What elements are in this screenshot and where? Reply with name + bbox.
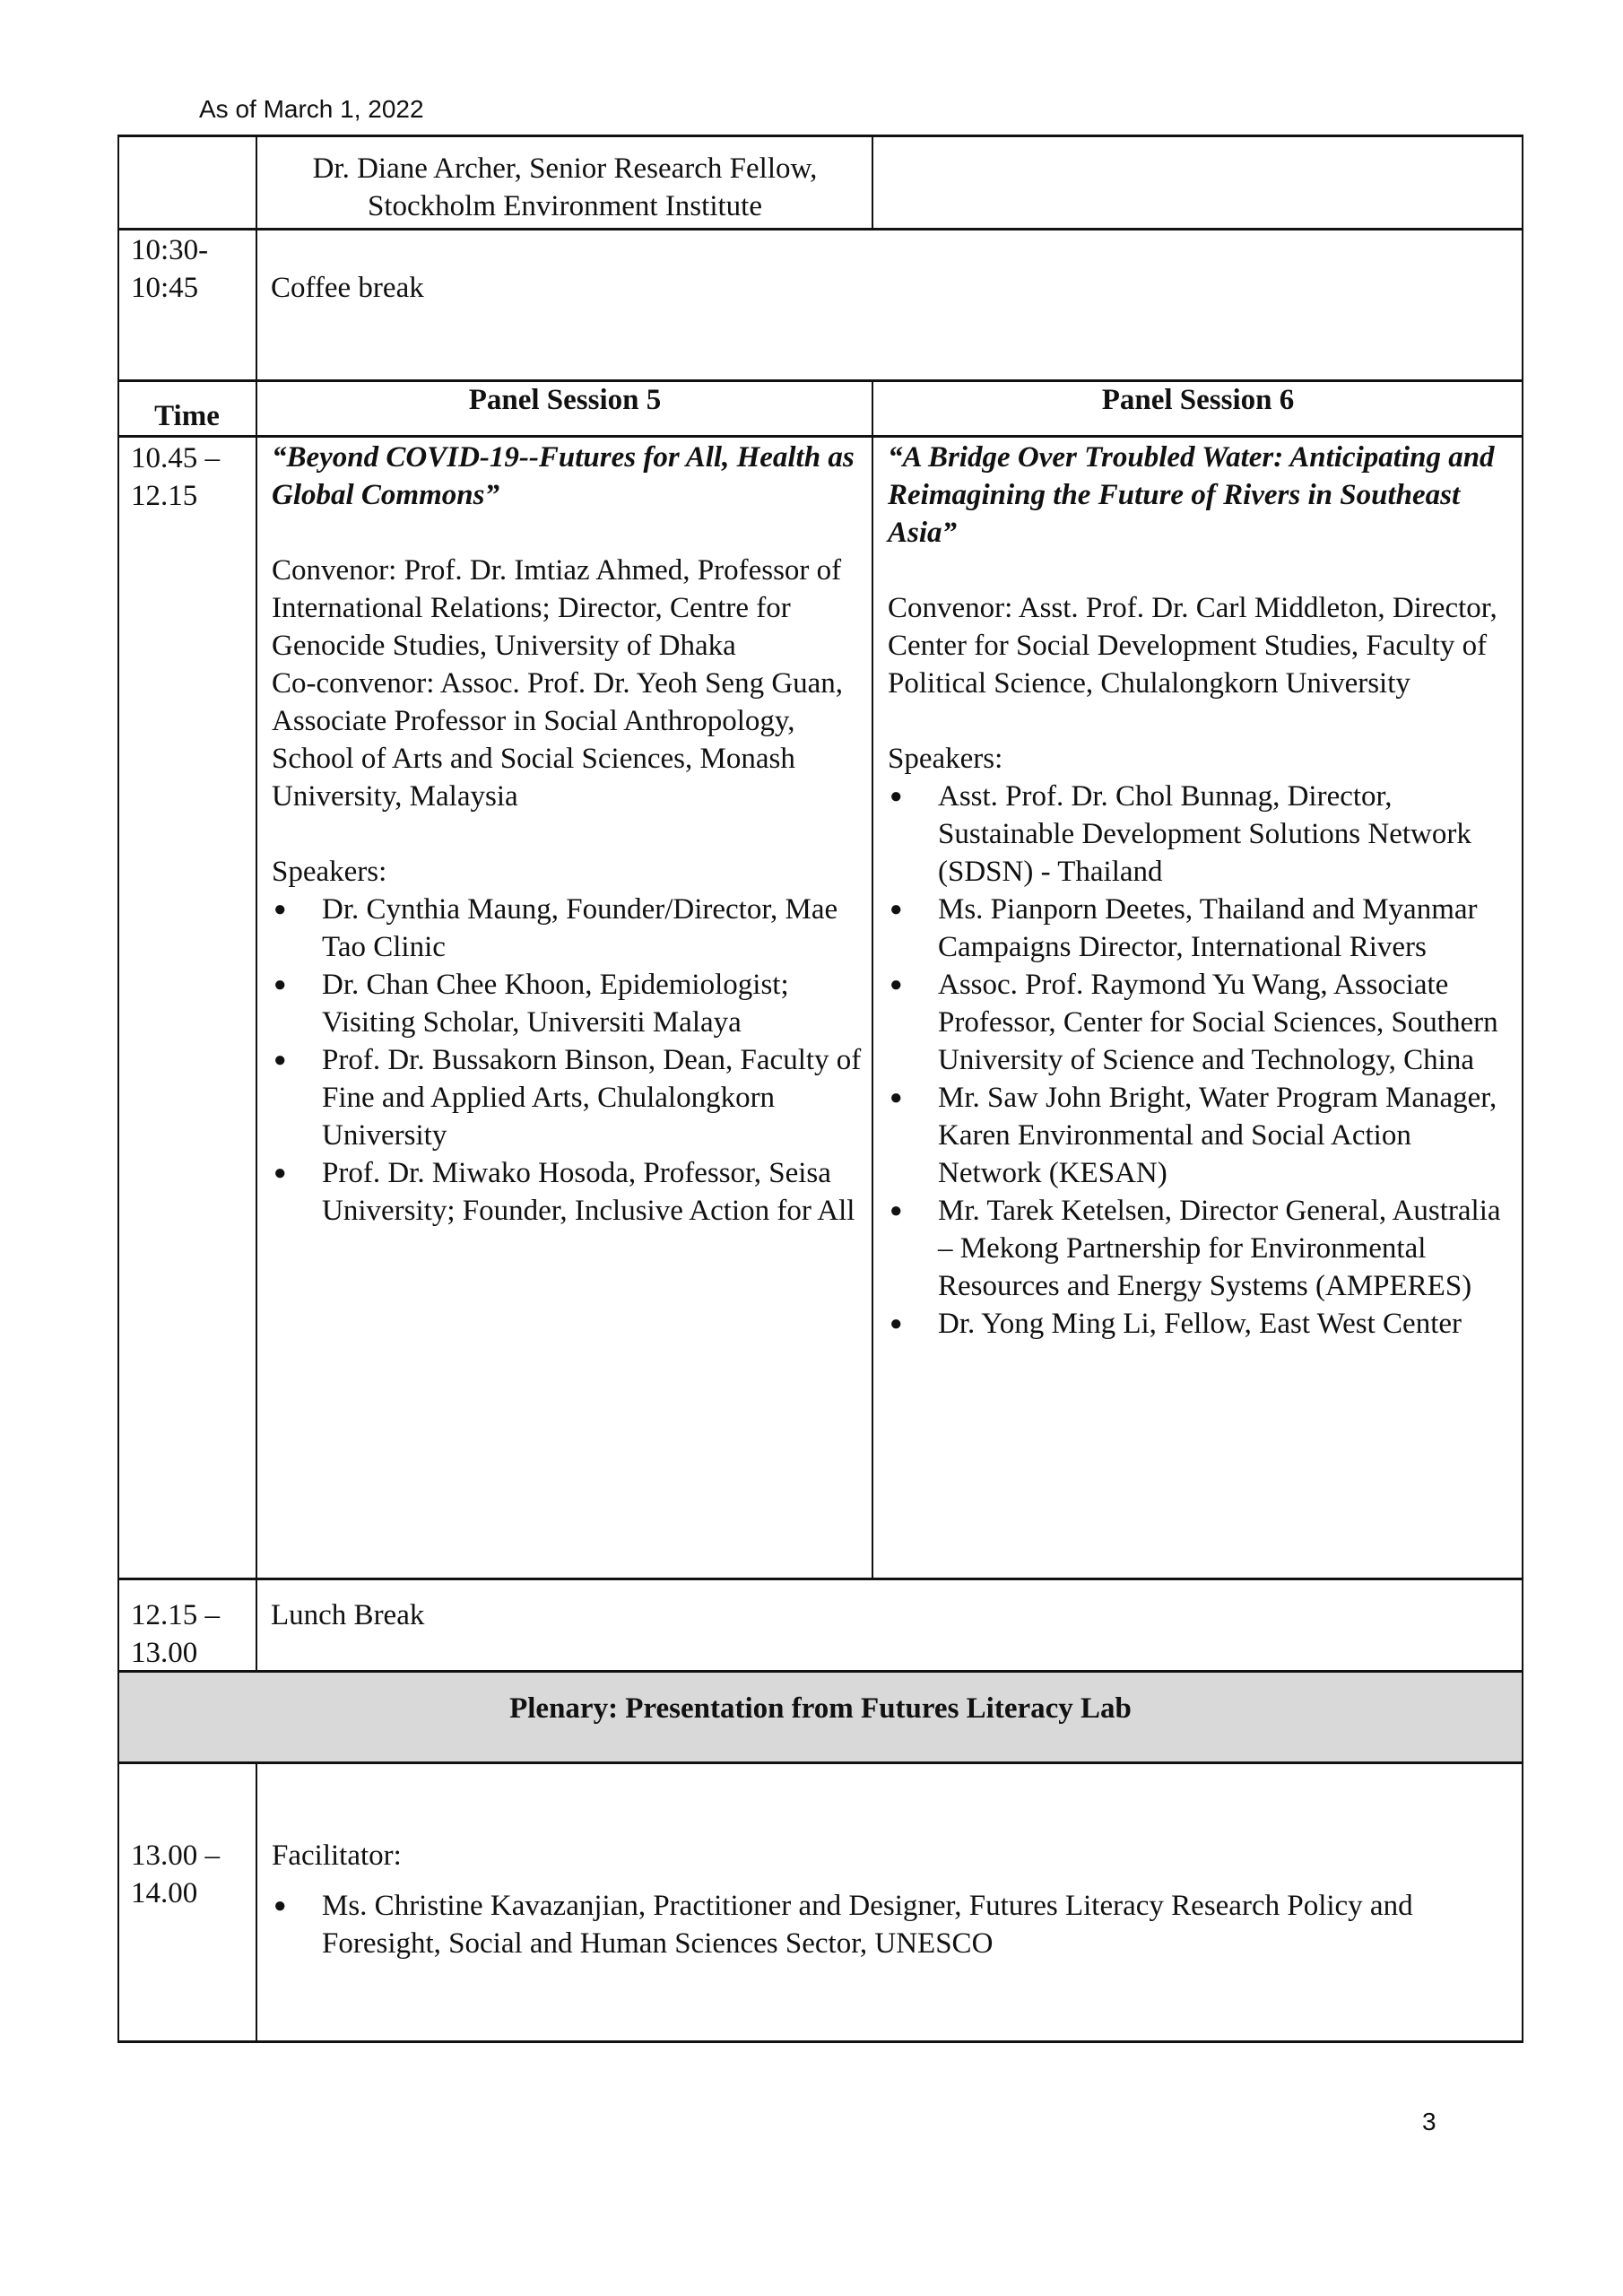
time-start: 12.15 – [131, 1599, 220, 1631]
session-6-title: “A Bridge Over Troubled Water: Anticipating and Reimagining the Future of Rivers in Southeast Asia” [888, 441, 1495, 549]
column-divider-time [256, 1762, 257, 2041]
continuation-speaker: Dr. Diane Archer, Senior Research Fellow, Stockholm Environment Institute [312, 152, 818, 222]
lunch-time [131, 1596, 252, 1672]
time-start: 10.45 – [131, 442, 220, 474]
time-end: 13.00 [131, 1637, 198, 1669]
session-6-convenor: Convenor: Asst. Prof. Dr. Carl Middleton, Director, Center for Social Development Studies, Faculty of Political Science, Chulalongkorn University [888, 592, 1497, 700]
session-5-convenor: Convenor: Prof. Dr. Imtiaz Ahmed, Professor of International Relations; Director, Centre for Genocide Studies, University of Dhaka [272, 554, 842, 662]
facilitator-time [131, 1837, 252, 1912]
row-divider [117, 1670, 1523, 1673]
session-5-co-convenor: Co-convenor: Assoc. Prof. Dr. Yeoh Seng Guan, Associate Professor in Social Anthropology, School of Arts and Social Sciences, Monash University, Malaysia [272, 667, 844, 813]
speaker-item: ● Dr. Chan Chee Khoon, Epidemiologist; Visiting Scholar, Universiti Malaya [272, 966, 868, 1041]
facilitator-list [272, 1887, 1509, 1962]
session-5-speakers-label: Speakers: [272, 856, 387, 888]
time-start: 10:30- [131, 234, 209, 266]
plenary-title: Plenary: Presentation from Futures Literacy Lab [509, 1692, 1132, 1725]
speaker-item: ● Assoc. Prof. Raymond Yu Wang, Associate Professor, Center for Social Sciences, Southern University of Science and Technology, China [888, 966, 1515, 1079]
column-divider-sessions [872, 135, 873, 229]
time-end: 10:45 [131, 272, 199, 304]
table-border-right [1522, 135, 1523, 2042]
lunch-break-label: Lunch Break [271, 1599, 425, 1631]
time-end: 12.15 [131, 480, 198, 512]
column-divider-sessions [872, 380, 873, 1578]
row-divider [117, 435, 1523, 438]
speaker-item: ● Dr. Cynthia Maung, Founder/Director, Mae Tao Clinic [272, 891, 868, 966]
session-5-speakers-list [272, 891, 868, 1230]
speaker-item: ● Asst. Prof. Dr. Chol Bunnag, Director, Sustainable Development Solutions Network (SDSN) - Thailand [888, 778, 1515, 891]
speaker-item: ● Mr. Saw John Bright, Water Program Manager, Karen Environmental and Social Action Network (KESAN) [888, 1079, 1515, 1192]
page-number: 3 [1422, 2108, 1436, 2135]
facilitator-block [272, 1837, 1509, 1962]
panel-session-5-header: Panel Session 5 [468, 384, 662, 416]
as-of-date: As of March 1, 2022 [199, 95, 424, 123]
table-border-top [117, 135, 1523, 137]
time-column-header: Time [154, 400, 220, 432]
facilitator-item: ● Ms. Christine Kavazanjian, Practitioner and Designer, Futures Literacy Research Policy and Foresight, Social and Human Sciences Sector, UNESCO [272, 1887, 1509, 1962]
coffee-time [131, 231, 252, 307]
panel-session-6-header: Panel Session 6 [1101, 384, 1295, 416]
column-divider-time [256, 135, 257, 1671]
coffee-break-label: Coffee break [271, 272, 424, 304]
row-divider [117, 1761, 1523, 1764]
panel-time [131, 439, 252, 515]
speaker-item: ● Prof. Dr. Miwako Hosoda, Professor, Seisa University; Founder, Inclusive Action for All [272, 1154, 868, 1230]
session-5-title: “Beyond COVID-19--Futures for All, Health as Global Commons” [272, 441, 855, 511]
time-start: 13.00 – [131, 1839, 220, 1872]
time-end: 14.00 [131, 1877, 198, 1909]
row-divider [117, 228, 1523, 230]
table-border-bottom [117, 2040, 1523, 2043]
speaker-item: ● Dr. Yong Ming Li, Fellow, East West Center [888, 1305, 1515, 1343]
panel-session-5 [272, 439, 868, 1230]
facilitator-label: Facilitator: [272, 1839, 402, 1872]
speaker-item: ● Mr. Tarek Ketelsen, Director General, Australia – Mekong Partnership for Environmental Resources and Energy Systems (AMPERES) [888, 1192, 1515, 1305]
row-divider [117, 1578, 1523, 1580]
speaker-item: ● Ms. Pianporn Deetes, Thailand and Myanmar Campaigns Director, International Rivers [888, 891, 1515, 966]
speaker-item: ● Prof. Dr. Bussakorn Binson, Dean, Faculty of Fine and Applied Arts, Chulalongkorn University [272, 1041, 868, 1154]
session-6-speakers-list [888, 778, 1515, 1343]
session-6-speakers-label: Speakers: [888, 743, 1003, 775]
panel-session-6 [888, 439, 1515, 1343]
